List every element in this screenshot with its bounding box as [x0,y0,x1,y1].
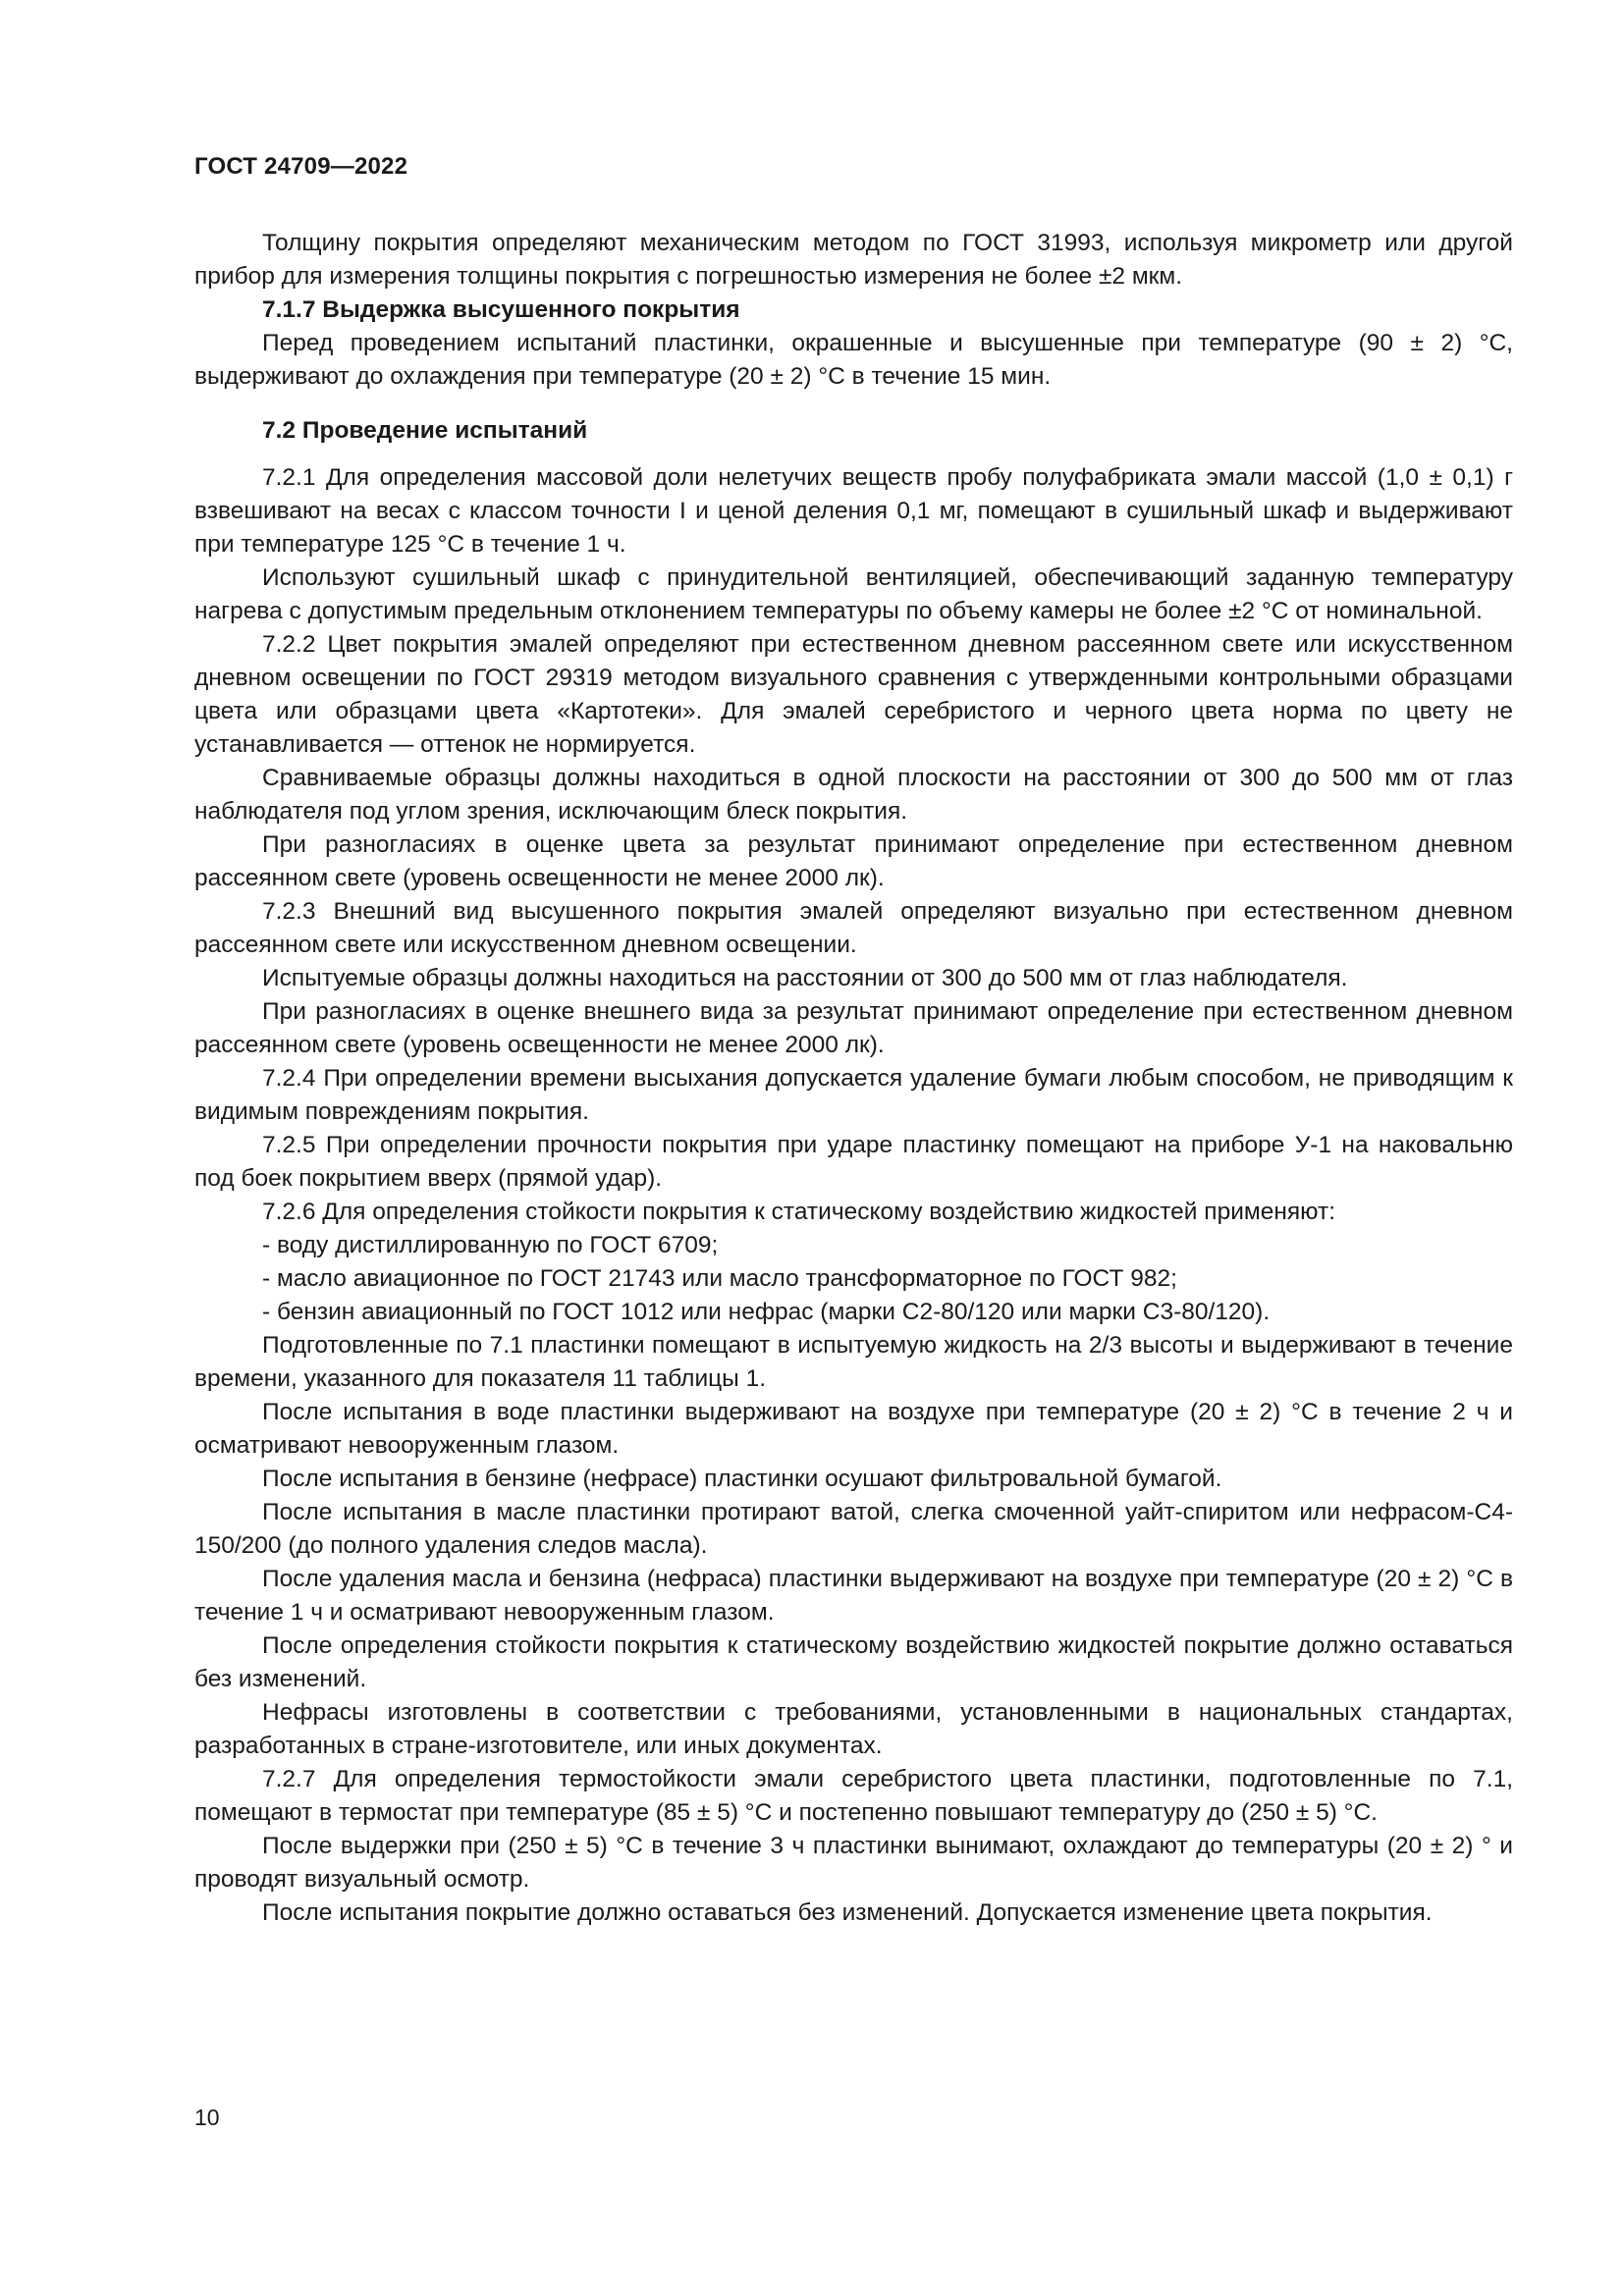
paragraph-nefras: Нефрасы изготовлены в соответствии с требованиями, установленными в национальных стандартах, разработанных в стране-изготовителе, или иных документах. [194,1699,1513,1759]
list-item: - масло авиационное по ГОСТ 21743 или масло трансформаторное по ГОСТ 982; [262,1265,1177,1292]
paragraph-after-test: После испытания покрытие должно оставаться без изменений. Допускается изменение цвета покрытия. [262,1899,1433,1926]
paragraph-7-2-6: 7.2.6 Для определения стойкости покрытия к статическому воздействию жидкостей применяют: [262,1199,1336,1225]
paragraph-after-removal: После удаления масла и бензина (нефраса) пластинки выдерживают на воздухе при температуре (20 ± 2) °С в течение 1 ч и осматривают невооруженным глазом. [194,1566,1513,1626]
heading-7-2: 7.2 Проведение испытаний [262,417,588,444]
paragraph-7-2-1: 7.2.1 Для определения массовой доли нелетучих веществ пробу полуфабриката эмали массой (1,0 ± 0,1) г взвешивают на весах с классом точности I и ценой деления 0,1 мг, помещают в сушильный шкаф и выдерживают при температуре 125 °С в течение 1 ч. [194,464,1513,558]
paragraph-color-disagreement: При разногласиях в оценке цвета за результат принимают определение при естественном дневном рассеянном свете (уровень освещенности не менее 2000 лк). [194,831,1513,891]
paragraph-cooling: Перед проведением испытаний пластинки, окрашенные и высушенные при температуре (90 ± 2) °С, выдерживают до охлаждения при температуре (20 ± 2) °С в течение 15 мин. [194,330,1513,390]
paragraph-test-samples: Испытуемые образцы должны находиться на расстоянии от 300 до 500 мм от глаз наблюдателя. [262,965,1348,991]
paragraph-compare-samples: Сравниваемые образцы должны находиться в одной плоскости на расстоянии от 300 до 500 мм от глаз наблюдателя под углом зрения, исключающим блеск покрытия. [194,765,1513,825]
paragraph-after-water: После испытания в воде пластинки выдерживают на воздухе при температуре (20 ± 2) °С в течение 2 ч и осматривают невооруженным глазом. [194,1399,1513,1459]
paragraph-after-oil: После испытания в масле пластинки протирают ватой, слегка смоченной уайт-спиритом или нефрасом-С4-150/200 (до полного удаления следов масла). [194,1499,1513,1559]
paragraph-prepared-plates: Подготовленные по 7.1 пластинки помещают в испытуемую жидкость на 2/3 высоты и выдерживают в течение времени, указанного для показателя 11 таблицы 1. [194,1332,1513,1392]
page-number: 10 [194,2105,220,2130]
paragraph-7-2-3: 7.2.3 Внешний вид высушенного покрытия эмалей определяют визуально при естественном дневном рассеянном свете или искусственном дневном освещении. [194,898,1513,958]
paragraph-7-2-5: 7.2.5 При определении прочности покрытия при ударе пластинку помещают на приборе У-1 на наковальню под боек покрытием вверх (прямой удар). [194,1132,1513,1192]
paragraph-drying-cabinet: Используют сушильный шкаф с принудительной вентиляцией, обеспечивающий заданную температуру нагрева с допустимым предельным отклонением температуры по объему камеры не более ±2 °С от номинальной. [194,564,1513,624]
heading-7-1-7: 7.1.7 Выдержка высушенного покрытия [262,296,740,323]
paragraph-7-2-2: 7.2.2 Цвет покрытия эмалей определяют при естественном дневном рассеянном свете или искусственном дневном освещении по ГОСТ 29319 методом визуального сравнения с утвержденными контрольными образцами цвета или образцами цвета «Картотеки». Для эмалей серебристого и черного цвета норма по цвету не устанавливается — оттенок не нормируется. [194,631,1513,758]
paragraph-after-benzine: После испытания в бензине (нефрасе) пластинки осушают фильтровальной бумагой. [262,1466,1222,1492]
page-body [194,227,1513,1930]
paragraph-after-static: После определения стойкости покрытия к статическому воздействию жидкостей покрытие должно оставаться без изменений. [194,1632,1513,1692]
paragraph-thickness: Толщину покрытия определяют механическим методом по ГОСТ 31993, используя микрометр или другой прибор для измерения толщины покрытия с погрешностью измерения не более ±2 мкм. [194,230,1513,290]
paragraph-7-2-7: 7.2.7 Для определения термостойкости эмали серебристого цвета пластинки, подготовленные по 7.1, помещают в термостат при температуре (85 ± 5) °С и постепенно повышают температуру до (250 ± 5) °С. [194,1766,1513,1826]
standard-title: ГОСТ 24709—2022 [194,153,408,180]
paragraph-appearance-disagreement: При разногласиях в оценке внешнего вида за результат принимают определение при естественном дневном рассеянном свете (уровень освещенности не менее 2000 лк). [194,998,1513,1058]
list-item: - бензин авиационный по ГОСТ 1012 или нефрас (марки С2-80/120 или марки С3-80/120). [262,1299,1271,1325]
paragraph-after-hold: После выдержки при (250 ± 5) °С в течение 3 ч пластинки вынимают, охлаждают до температуры (20 ± 2) ° и проводят визуальный осмотр. [194,1833,1513,1893]
paragraph-7-2-4: 7.2.4 При определении времени высыхания допускается удаление бумаги любым способом, не приводящим к видимым повреждениям покрытия. [194,1065,1513,1125]
list-item: - воду дистиллированную по ГОСТ 6709; [262,1232,719,1258]
